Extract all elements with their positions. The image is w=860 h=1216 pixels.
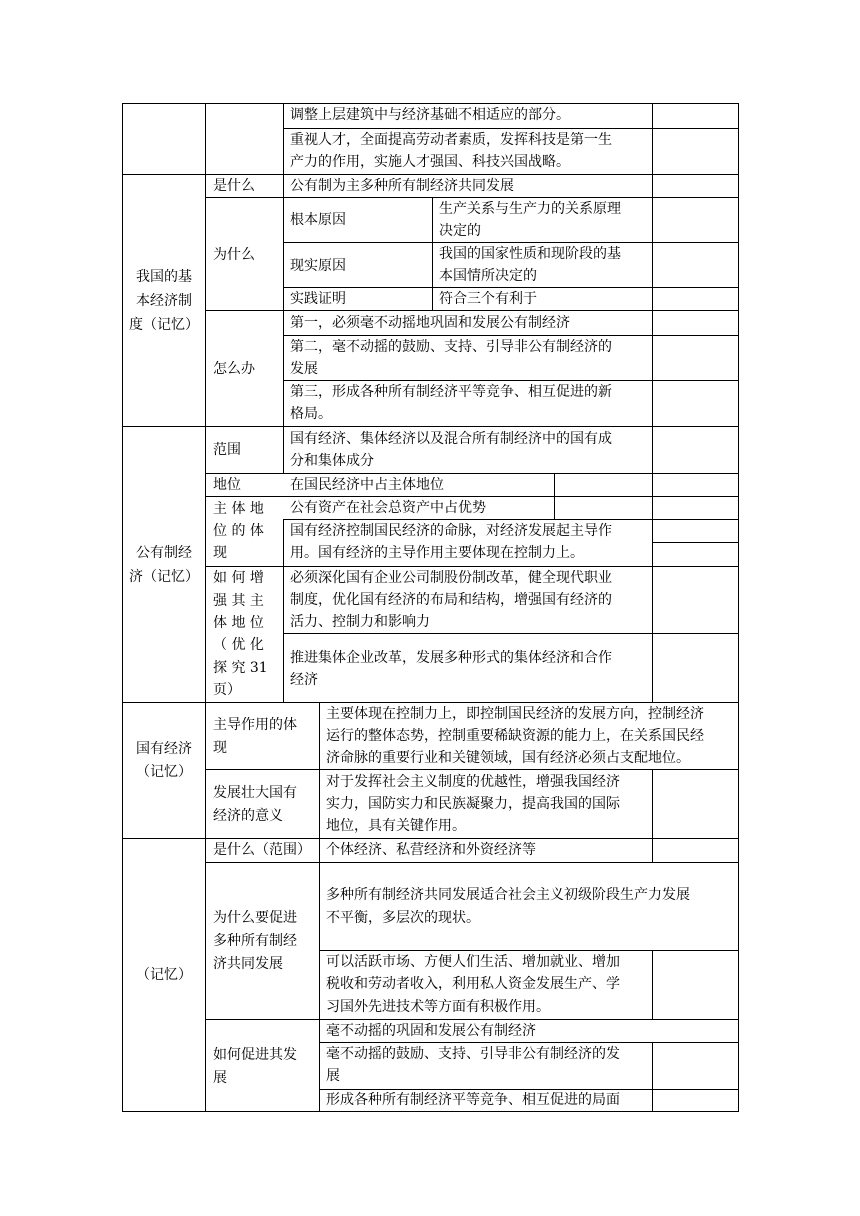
nonpublic-why-2-line2: 税收和劳动者收入，利用私人资金发展生产、学 [326,976,620,992]
how-label: 怎么办 [213,361,255,377]
real-cause-value-1: 我国的国家性质和现阶段的基 [439,246,621,262]
embody-value-2-line1: 国有经济控制国民经济的命脉，对经济发展起主导作 [290,523,612,539]
nonpublic-how-2-line2: 展 [326,1068,340,1084]
row0-line2: 重视人才，全面提高劳动者素质，发挥科技是第一生 [290,132,612,148]
how-item-2-line1: 第二，毫不动摇的鼓励、支持、引导非公有制经济的 [290,339,612,355]
growth-meaning-line1: 对于发挥社会主义制度的优越性，增强我国经济 [326,774,620,790]
enhance-value-1-line3: 活力、控制力和影响力 [290,614,430,630]
enhance-value-1-line1: 必须深化国有企业公司制股份制改革，健全现代职业 [290,570,612,586]
real-cause-label: 现实原因 [290,258,346,274]
enhance-value-2-line1: 推进集体企业改革，发展多种形式的集体经济和合作 [290,650,612,666]
real-cause-value-2: 本国情所决定的 [439,268,537,284]
how-item-1: 第一，必须毫不动摇地巩固和发展公有制经济 [290,315,570,331]
what-value: 公有制为主多种所有制经济共同发展 [290,178,514,194]
lead-role-line1: 主要体现在控制力上，即控制国民经济的发展方向，控制经济 [326,706,704,722]
status-label: 地位 [213,477,241,493]
nonpublic-why-1-line2: 不平衡，多层次的现状。 [326,910,480,926]
how-item-3-line2: 格局。 [290,406,332,422]
row0-line3: 产力的作用，实施人才强国、科技兴国战略。 [290,154,570,170]
scope-label: 范围 [213,442,241,458]
nonpublic-why-2-line3: 习国外先进技术等方面有积极作用。 [326,999,550,1015]
scope-line1: 国有经济、集体经济以及混合所有制经济中的国有成 [290,431,612,447]
nonpublic-how-3: 形成各种所有制经济平等竞争、相互促进的局面 [326,1092,620,1108]
nonpublic-what-value: 个体经济、私营经济和外资经济等 [326,842,536,858]
document-page: 调整上层建筑中与经济基础不相适应的部分。 重视人才，全面提高劳动者素质，发挥科技是第一生 产力的作用，实施人才强国、科技兴国战略。 我国的基 本经济制 度（记忆） 是什么 公有制为主多种所有制经济共同发展 为什么 根本原因 生产关系与生产力的关系原理 决定的 现实原因 我国的国家性质和现阶段的基 本国情所决定的 实践证明 符合三个有利于 怎么办 第一，必须毫不动摇地巩固和发展公有制经济 第二，毫不动摇的鼓励、支持、引导非公有制经济的 发展 第三，形成各种所有制经济平等竞争、相互促进的新 格局。 公有制经 济（记忆） 范围 国有经济、集体经济以及混合所有制经济中的国有成 分和集体成分 地位 在国民经济中占主体地位 主 体 地 位 的 体 现 公有资产在社会总资产中占优势 国有经济控制国民经济的命脉，对经济发展起主导作 用。国有经济的主导作用主要体现在控制力上。 如 何 增 强 其 主 体 地 位 （ 优 化 探 究 31 页） 必须深化国有企业公司制股份制改革，健全现代职业 制度，优化国有经济的布局和结构，增强国有经济的 活力、控制力和影响力 推进集体企业改革，发展多种形式的集体经济和合作 经济 国有经济 （记忆） 主导作用的体 现 主要体现在控制力上，即控制国民经济的发展方向，控制经济 运行的整体态势，控制重要稀缺资源的能力上，在关系国民经 济命脉的重要行业和关键领域，国有经济必须占支配地位。 发展壮大国有 经济的意义 对于发挥社会主义制度的优越性，增强我国经济 实力，国防实力和民族凝聚力，提高我国的国际 地位，具有关键作用。 （记忆） 是什么（范围） 个体经济、私营经济和外资经济等 为什么要促进 多种所有制经 济共同发展 多种所有制经济共同发展适合社会主义初级阶段生产力发展 不平衡，多层次的现状。 可以活跃市场、方便人们生活、增加就业、增加 税收和劳动者收入，利用私人资金发展生产、学 习国外先进技术等方面有积极作用。 如何促进其发 展 毫不动摇的巩固和发展公有制经济 毫不动摇的鼓励、支持、引导非公有制经济的发 展 形成各种所有制经济平等竞争、相互促进的局面 [0,0,860,1216]
lead-role-line2: 运行的整体态势，控制重要稀缺资源的能力上，在关系国民经 [326,728,704,744]
enhance-value-2-line2: 经济 [290,672,318,688]
growth-meaning-line2: 实力，国防实力和民族凝聚力，提高我国的国际 [326,796,620,812]
why-label: 为什么 [213,247,255,263]
root-cause-label: 根本原因 [290,212,346,228]
nonpublic-title: （记忆） [136,967,192,983]
embody-value-2-line2: 用。国有经济的主导作用主要体现在控制力上。 [290,545,584,561]
lead-role-line3: 济命脉的重要行业和关键领域，国有经济必须占支配地位。 [326,750,690,766]
nonpublic-what-label: 是什么（范围） [213,842,311,858]
how-item-2-line2: 发展 [290,361,318,377]
practice-value: 符合三个有利于 [439,291,537,307]
nonpublic-how-1: 毫不动摇的巩固和发展公有制经济 [326,1023,536,1039]
practice-label: 实践证明 [290,291,346,307]
scope-line2: 分和集体成分 [290,453,374,469]
how-item-3-line1: 第三，形成各种所有制经济平等竞争、相互促进的新 [290,384,612,400]
embody-value-1: 公有资产在社会总资产中占优势 [290,500,486,516]
growth-meaning-line3: 地位，具有关键作用。 [326,818,466,834]
nonpublic-why-2-line1: 可以活跃市场、方便人们生活、增加就业、增加 [326,954,620,970]
what-label: 是什么 [213,178,255,194]
status-value: 在国民经济中占主体地位 [290,477,444,493]
root-cause-value-2: 决定的 [439,223,481,239]
nonpublic-why-1-line1: 多种所有制经济共同发展适合社会主义初级阶段生产力发展 [326,887,690,903]
nonpublic-how-2-line1: 毫不动摇的鼓励、支持、引导非公有制经济的发 [326,1046,620,1062]
enhance-value-1-line2: 制度，优化国有经济的布局和结构，增强国有经济的 [290,592,612,608]
row0-line1: 调整上层建筑中与经济基础不相适应的部分。 [290,107,570,123]
root-cause-value-1: 生产关系与生产力的关系原理 [439,201,621,217]
